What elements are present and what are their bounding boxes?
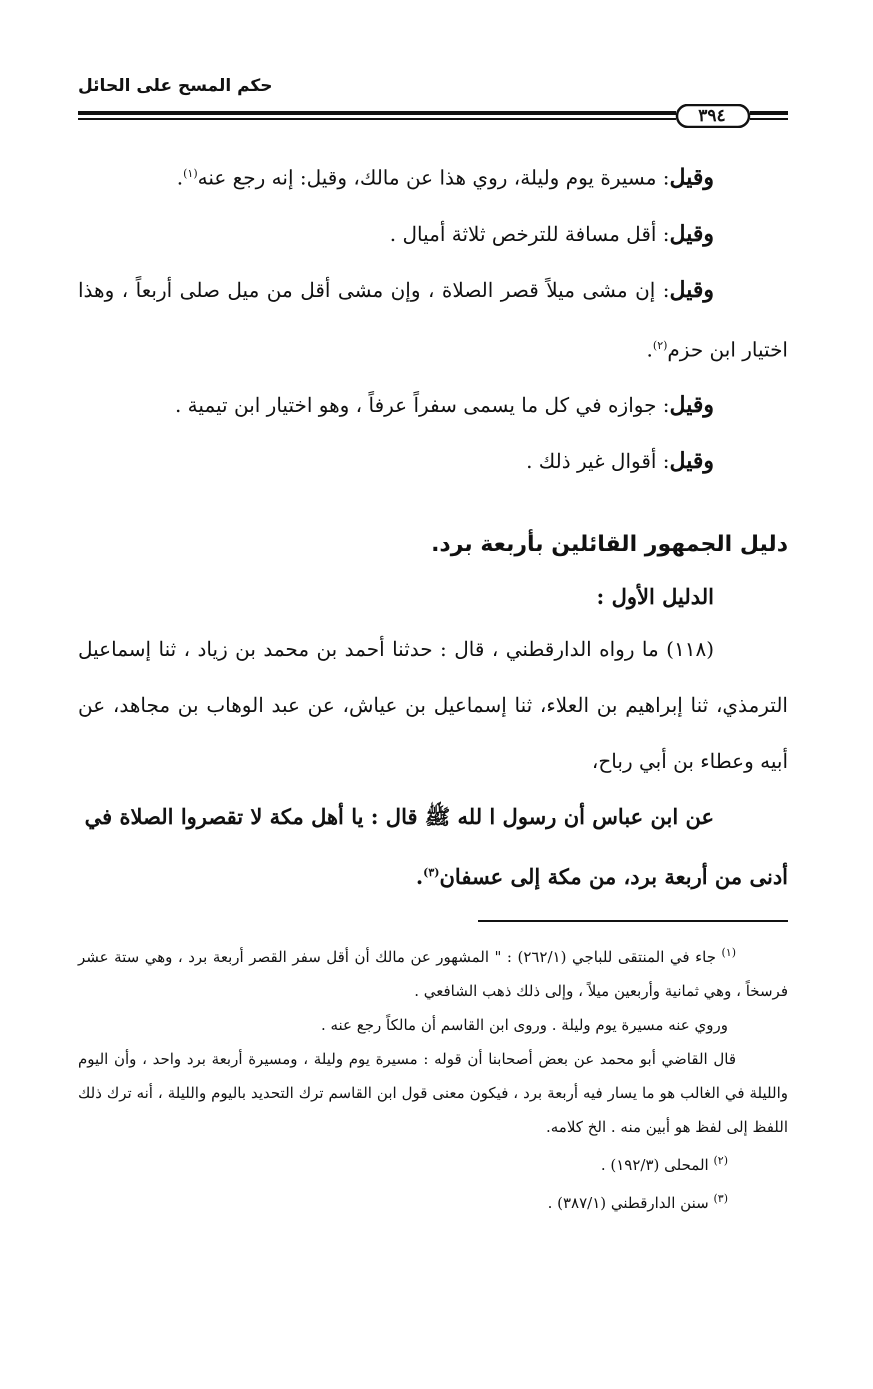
footnote-separator <box>478 920 788 922</box>
footnote-number: (١) <box>721 946 736 959</box>
paragraph-text: : إن مشى ميلاً قصر الصلاة ، وإن مشى أقل من ميل صلى أربعاً ، وهذا اختيار ابن حزم <box>78 277 788 362</box>
footnote-ref: (٣) <box>423 866 440 880</box>
running-title: حكم المسح على الحائل <box>78 76 273 96</box>
paragraph-1 <box>78 146 788 206</box>
hadith-end: . <box>415 864 424 890</box>
paragraph-lead: وقيل <box>669 220 714 247</box>
paragraph-lead: وقيل <box>669 276 714 303</box>
footnote-number: (٢) <box>713 1154 728 1167</box>
narration-paragraph: (١١٨) ما رواه الدارقطني ، قال : حدثنا أحمد بن محمد بن زياد ، ثنا إسماعيل الترمذي، ثنا إبراهيم بن العلاء، ثنا إسماعيل بن عياش، عن عبد الوهاب بن مجاهد، عن أبيه وعطاء بن أبي رباح، <box>78 637 788 774</box>
paragraph-end: . <box>646 337 653 362</box>
footnote-3 <box>78 1182 788 1220</box>
footnote-ref: (٢) <box>652 338 668 352</box>
paragraph-end: . <box>176 165 184 190</box>
paragraph-text: : مسيرة يوم وليلة، روي هذا عن مالك، وقيل: إنه رجع عنه <box>197 165 670 190</box>
footnote-text: جاء في المنتقى للباجي (٢٦٢/١) : " المشهور عن مالك أن أقل سفر القصر أربعة برد ، وهي ستة عشر فرسخاً ، وهي ثمانية وأربعين ميلاً ، وإلى ذلك ذهب الشافعي . <box>78 948 788 1000</box>
footnote-text: سنن الدارقطني (٣٨٧/١) . <box>547 1194 709 1212</box>
paragraph-text: : أقل مسافة للترخص ثلاثة أميال . <box>389 221 670 246</box>
footnotes <box>78 936 788 1220</box>
footnote-number: (٣) <box>713 1192 728 1205</box>
paragraph-lead: وقيل <box>669 392 714 419</box>
sub-heading: الدليل الأول : <box>596 584 714 610</box>
paragraph-5 <box>78 433 788 489</box>
paragraph-lead: وقيل <box>669 448 714 475</box>
page-number: ٣٩٤ <box>698 106 726 126</box>
footnote-1-continued: وروي عنه مسيرة يوم وليلة . وروى ابن القاسم أن مالكاً رجع عنه . <box>320 1016 728 1034</box>
paragraph-3 <box>78 262 788 378</box>
paragraph-text: : أقوال غير ذلك . <box>526 449 670 474</box>
paragraph-2 <box>78 206 788 262</box>
footnote-1-quote: قال القاضي أبو محمد عن بعض أصحابنا أن قوله : مسيرة يوم وليلة ، ومسيرة أربعة برد واحد ، وأن اليوم والليلة في الغالب هو ما يسار فيه أربعة برد ، فيكون معنى قول ابن القاسم ترك التحديد باليوم والليلة ، أنه ترك ذلك اللفظ إلى لفظ هو أبين منه . الخ كلامه. <box>78 1050 788 1136</box>
footnote-ref: (١) <box>183 167 198 180</box>
paragraph-4 <box>78 377 788 433</box>
main-text <box>78 146 788 905</box>
footnote-1 <box>78 936 788 1008</box>
footnote-2 <box>78 1144 788 1182</box>
section-heading: دليل الجمهور القائلين بأربعة برد. <box>431 532 788 558</box>
hadith-text <box>78 789 788 905</box>
footnote-text: المحلى (١٩٢/٣) . <box>600 1156 709 1174</box>
hadith-body: عن ابن عباس أن رسول ا لله ﷺ قال : يا أهل مكة لا تقصروا الصلاة في أدنى من أربعة برد، من مكة إلى عسفان <box>84 804 788 890</box>
paragraph-lead: وقيل <box>669 164 714 191</box>
paragraph-text: : جوازه في كل ما يسمى سفراً عرفاً ، وهو اختيار ابن تيمية . <box>174 393 670 418</box>
